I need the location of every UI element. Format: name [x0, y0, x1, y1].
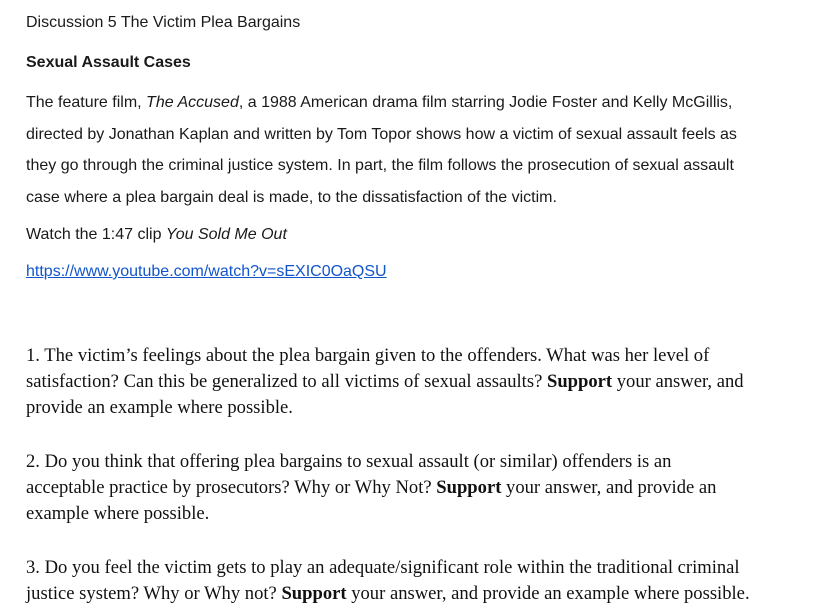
clip-title: You Sold Me Out: [165, 226, 287, 243]
intro-line-3: they go through the criminal justice system. In part, the film follows the prosecution of sexual assault: [26, 157, 734, 174]
question-line: [26, 475, 816, 501]
section-heading: Sexual Assault Cases: [26, 54, 191, 71]
question-line: example where possible.: [26, 503, 210, 524]
intro-line-4: case where a plea bargain deal is made, to the dissatisfaction of the victim.: [26, 188, 557, 206]
question-line: provide an example where possible.: [26, 397, 293, 418]
intro-text: , a 1988 American drama film starring Jodie Foster and Kelly McGillis,: [238, 94, 733, 111]
video-link[interactable]: https://www.youtube.com/watch?v=sEXIC0OaQSU: [26, 263, 387, 280]
question-line: [26, 369, 816, 395]
question-text: justice system? Why or Why not?: [26, 583, 282, 604]
question-text: acceptable practice by prosecutors? Why or Why Not?: [26, 477, 437, 498]
question-3: [26, 555, 816, 607]
support-emphasis: Support: [547, 371, 613, 392]
question-text: your answer, and provide an: [501, 477, 717, 498]
watch-instruction: [26, 225, 287, 245]
intro-line-2: directed by Jonathan Kaplan and written by Tom Topor shows how a victim of sexual assault feels as: [26, 125, 737, 143]
question-line: 3. Do you feel the victim gets to play an adequate/significant role within the traditional criminal: [26, 557, 740, 578]
intro-line-1: [26, 87, 816, 119]
intro-paragraph: [26, 87, 816, 213]
intro-text: The feature film,: [26, 94, 147, 111]
support-emphasis: Support: [281, 583, 347, 604]
question-line: [26, 581, 816, 607]
document-title: Discussion 5 The Victim Plea Bargains: [26, 14, 301, 31]
film-title: The Accused: [146, 94, 239, 111]
question-text: satisfaction? Can this be generalized to all victims of sexual assaults?: [26, 371, 547, 392]
question-1: [26, 343, 816, 421]
question-text: your answer, and provide an example where possible.: [346, 583, 750, 604]
question-line: 1. The victim’s feelings about the plea bargain given to the offenders. What was her level of: [26, 345, 710, 366]
question-2: [26, 449, 816, 527]
question-text: your answer, and: [612, 371, 744, 392]
question-line: 2. Do you think that offering plea bargains to sexual assault (or similar) offenders is an: [26, 451, 672, 472]
watch-prefix: Watch the 1:47 clip: [26, 226, 166, 243]
support-emphasis: Support: [436, 477, 502, 498]
